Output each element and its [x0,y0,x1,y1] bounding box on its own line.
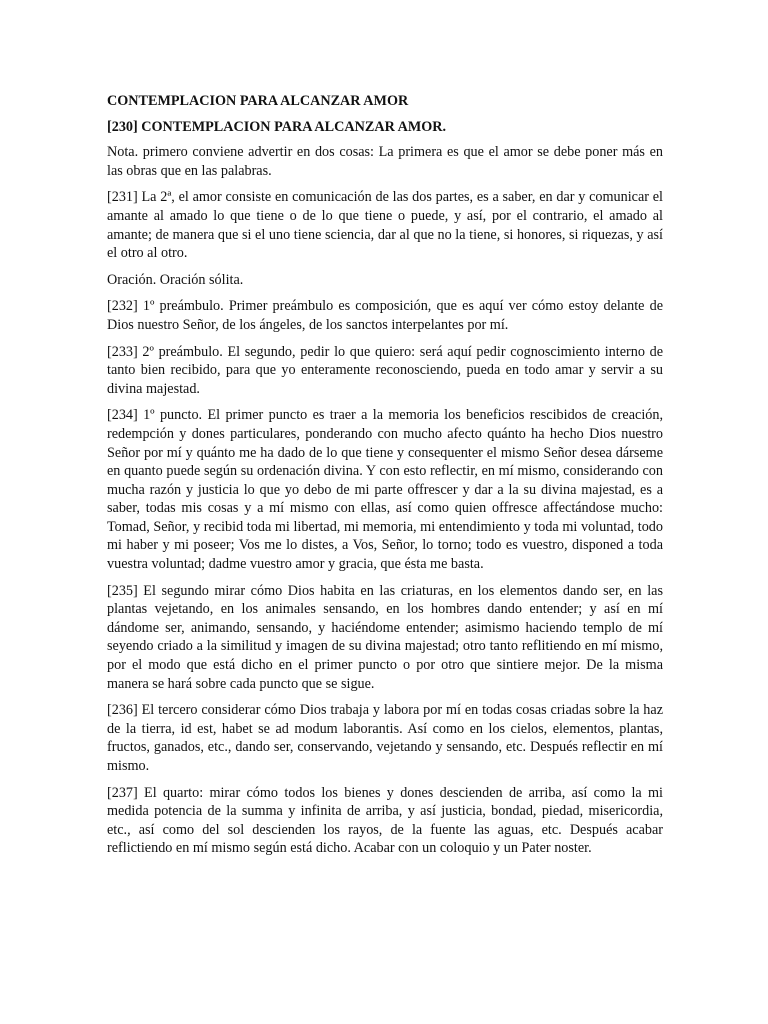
paragraph-237: [237] El quarto: mirar cómo todos los bienes y dones descienden de arriba, así como la mi medida potencia de la summa y infinita de arriba, y así justicia, bondad, piedad, misericordia, etc., así como del sol descienden los rayos, de la fuente las aguas, etc. Después acabar reflictiendo en mí mismo según está dicho. Acabar con un coloquio y un Pater noster. [107,784,663,857]
paragraph-233: [233] 2º preámbulo. El segundo, pedir lo que quiero: será aquí pedir cognoscimiento interno de tanto bien recibido, para que yo enteramente reconosciendo, pueda en todo amar y servir a su divina majestad. [107,343,663,397]
document-page [107,92,663,866]
paragraph-oracion: Oración. Oración sólita. [107,271,244,288]
paragraph-234: [234] 1º puncto. El primer puncto es traer a la memoria los beneficios rescibidos de creación, redempción y dones particulares, ponderando con mucho afecto quánto ha hecho Dios nuestro Señor por mí y quánto me ha dado de lo que tiene y consequenter el mismo Señor desea dárseme en quanto puede según su ordenación divina. Y con esto reflectir, en mí mismo, considerando con mucha razón y justicia lo que yo debo de mi parte offrescer y dar a la su divina majestad, es a saber, todas mis cosas y a mí mismo con ellas, así como quien offresce affectándose mucho: Tomad, Señor, y recibid toda mi libertad, mi memoria, mi entendimiento y toda mi voluntad, todo mi haber y mi poseer; Vos me lo distes, a Vos, Señor, lo torno; todo es vuestro, disponed a toda vuestra voluntad; dadme vuestro amor y gracia, que ésta me basta. [107,407,663,573]
paragraph-231: [231] La 2ª, el amor consiste en comunicación de las dos partes, es a saber, en dar y comunicar el amante al amado lo que tiene o de lo que tiene o puede, y así, por el contrario, el amado al amante; de manera que si el uno tiene sciencia, dar al que no la tiene, si honores, si riquezas, y así el otro al otro. [107,189,663,262]
paragraph-236: [236] El tercero considerar cómo Dios trabaja y labora por mí en todas cosas criadas sobre la haz de la tierra, id est, habet se ad modum laborantis. Así como en los cielos, elementos, plantas, fructos, ganados, etc., dando ser, conservando, vejetando y sensando, etc. Después reflectir en mí mismo. [107,702,663,774]
paragraph-235: [235] El segundo mirar cómo Dios habita en las criaturas, en los elementos dando ser, en las plantas vejetando, en los animales sensando, en los hombres dando entender; y así en mí dándome ser, animando, sensando, y haciéndome entender; asimismo haciendo templo de mí seyendo criado a la similitud y imagen de su divina majestad; otro tanto reflitiendo en mí mismo, por el modo que está dicho en el primer puncto o por otro que sintiere mejor. De la misma manera se hará sobre cada puncto que se sigue. [107,582,663,692]
paragraph-nota: Nota. primero conviene advertir en dos cosas: La primera es que el amor se debe poner más en las obras que en las palabras. [107,144,663,179]
document-title: CONTEMPLACION PARA ALCANZAR AMOR [107,93,409,109]
paragraph-232: [232] 1º preámbulo. Primer preámbulo es composición, que es aquí ver cómo estoy delante de Dios nuestro Señor, de los ángeles, de los sanctos interpelantes por mí. [107,298,663,333]
section-title: [230] CONTEMPLACION PARA ALCANZAR AMOR. [107,118,447,135]
